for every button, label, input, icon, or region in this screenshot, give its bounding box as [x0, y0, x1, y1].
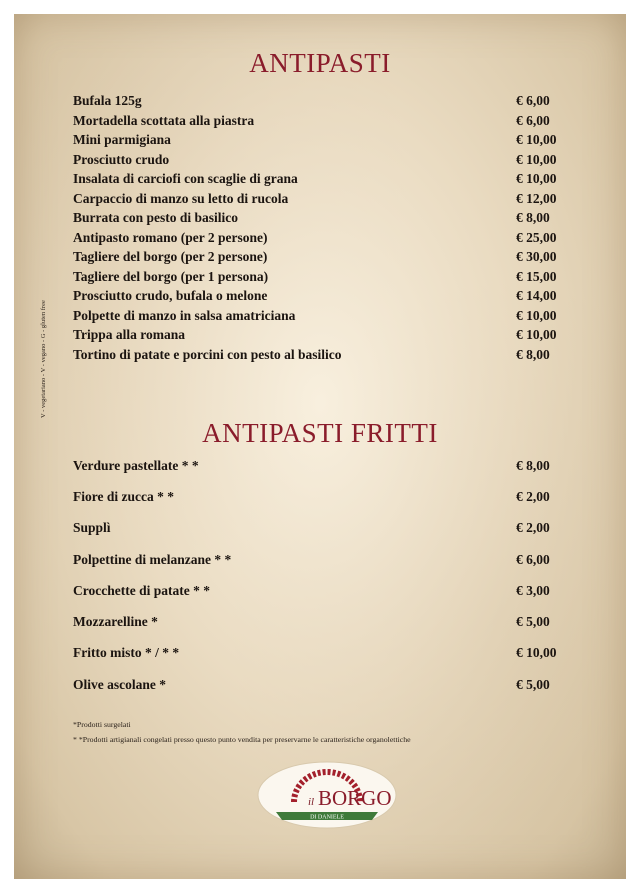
- footnote-artisanal: * *Prodotti artigianali congelati presso questo punto vendita per preservarne le caratteristiche organolettiche: [73, 735, 411, 744]
- item-name: Polpettine di melanzane * *: [73, 552, 232, 567]
- menu-item: [73, 552, 573, 570]
- menu-item: [73, 171, 573, 189]
- item-price: € 14,00: [516, 288, 557, 303]
- menu-item: [73, 152, 573, 170]
- menu-item: [73, 230, 573, 248]
- item-name: Verdure pastellate * *: [73, 458, 199, 473]
- item-name: Mozzarelline *: [73, 614, 158, 629]
- item-price: € 6,00: [516, 552, 550, 567]
- item-price: € 3,00: [516, 583, 550, 598]
- menu-item: [73, 288, 573, 306]
- item-name: Olive ascolane *: [73, 677, 166, 692]
- menu-item: [73, 489, 573, 507]
- item-price: € 8,00: [516, 347, 550, 362]
- item-price: € 10,00: [516, 308, 557, 323]
- item-name: Mortadella scottata alla piastra: [73, 113, 255, 128]
- item-name: Polpette di manzo in salsa amatriciana: [73, 308, 296, 323]
- menu-item: [73, 93, 573, 111]
- svg-text:DI DANIELE: DI DANIELE: [310, 814, 344, 821]
- item-price: € 2,00: [516, 520, 550, 535]
- svg-text:BORGO: BORGO: [318, 786, 392, 810]
- item-price: € 8,00: [516, 210, 550, 225]
- item-price: € 8,00: [516, 458, 550, 473]
- item-price: € 12,00: [516, 191, 557, 206]
- menu-item: [73, 645, 573, 663]
- footnote-frozen: *Prodotti surgelati: [73, 720, 131, 729]
- menu-item: [73, 132, 573, 150]
- item-name: Supplì: [73, 520, 111, 535]
- item-name: Prosciutto crudo, bufala o melone: [73, 288, 268, 303]
- item-price: € 5,00: [516, 677, 550, 692]
- item-name: Burrata con pesto di basilico: [73, 210, 239, 225]
- item-price: € 10,00: [516, 152, 557, 167]
- menu-item: [73, 677, 573, 695]
- item-price: € 10,00: [516, 132, 557, 147]
- item-name: Antipasto romano (per 2 persone): [73, 230, 268, 245]
- menu-item: [73, 583, 573, 601]
- item-name: Tagliere del borgo (per 2 persone): [73, 249, 268, 264]
- item-name: Fritto misto * / * *: [73, 645, 180, 660]
- item-name: Fiore di zucca * *: [73, 489, 174, 504]
- menu-item: [73, 458, 573, 476]
- item-name: Crocchette di patate * *: [73, 583, 210, 598]
- item-price: € 10,00: [516, 171, 557, 186]
- item-price: € 10,00: [516, 645, 557, 660]
- menu-item: [73, 614, 573, 632]
- item-price: € 5,00: [516, 614, 550, 629]
- section-title-antipasti: ANTIPASTI: [249, 48, 391, 78]
- menu-item: [73, 113, 573, 131]
- item-price: € 6,00: [516, 113, 550, 128]
- menu-item: [73, 269, 573, 287]
- item-name: Carpaccio di manzo su letto di rucola: [73, 191, 289, 206]
- menu-item: [73, 520, 573, 538]
- menu-item: [73, 308, 573, 326]
- menu-item: [73, 327, 573, 345]
- item-name: Prosciutto crudo: [73, 152, 170, 167]
- svg-text:il: il: [308, 796, 315, 808]
- item-price: € 6,00: [516, 93, 550, 108]
- restaurant-logo: [256, 760, 398, 830]
- menu-item: [73, 249, 573, 267]
- menu-item: [73, 347, 573, 365]
- diet-legend: V - vegetariano - V - vegano - G - gluten free: [40, 300, 47, 418]
- menu-item: [73, 191, 573, 209]
- item-name: Trippa alla romana: [73, 327, 186, 342]
- item-name: Mini parmigiana: [73, 132, 171, 147]
- item-name: Tagliere del borgo (per 1 persona): [73, 269, 269, 284]
- section-title-fritti: ANTIPASTI FRITTI: [202, 418, 438, 448]
- item-name: Insalata di carciofi con scaglie di grana: [73, 171, 298, 186]
- menu-item: [73, 210, 573, 228]
- item-price: € 10,00: [516, 327, 557, 342]
- item-price: € 15,00: [516, 269, 557, 284]
- item-name: Bufala 125g: [73, 93, 142, 108]
- item-price: € 25,00: [516, 230, 557, 245]
- item-price: € 2,00: [516, 489, 550, 504]
- item-price: € 30,00: [516, 249, 557, 264]
- item-name: Tortino di patate e porcini con pesto al basilico: [73, 347, 342, 362]
